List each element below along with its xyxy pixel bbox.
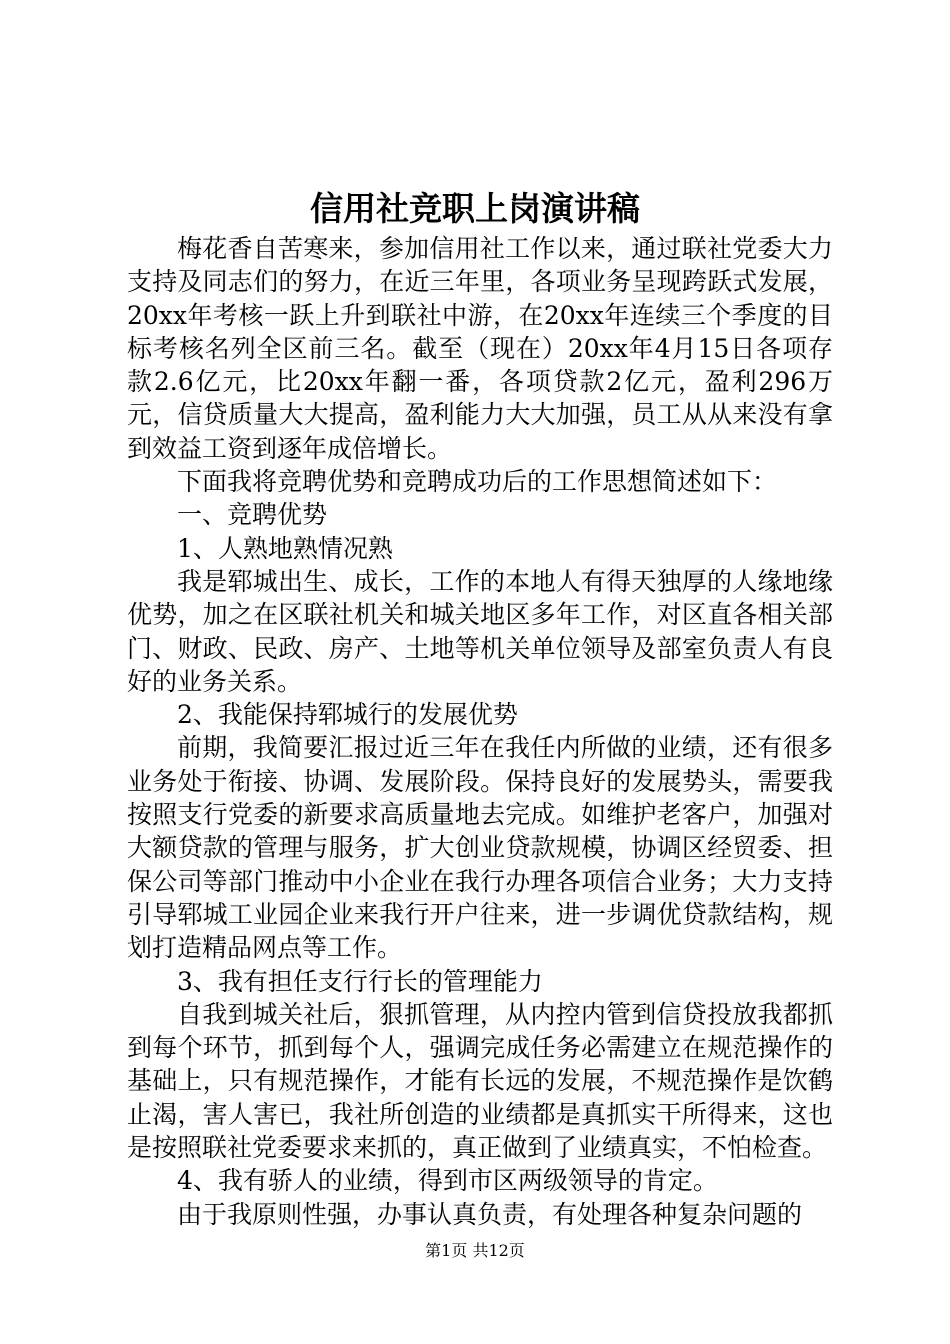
paragraph: 前期，我简要汇报过近三年在我任内所做的业绩，还有很多业务处于衔接、协调、发展阶段。保持良好的发展势头，需要我按照支行党委的新要求高质量地去完成。如维护老客户，加强对大额贷款的管理与服务，扩大创业贷款规模，协调区经贸委、担保公司等部门推动中小企业在我行办理各项信合业务；大力支持引导郓城工业园企业来我行开户往来，进一步调优贷款结构，规划打造精品网点等工作。 <box>127 733 833 963</box>
subsection-heading: 2、我能保持郓城行的发展优势 <box>177 700 518 730</box>
paragraph: 我是郓城出生、成长，工作的本地人有得天独厚的人缘地缘优势，加之在区联社机关和城关地区多年工作，对区直各相关部门、财政、民政、房产、土地等机关单位领导及部室负责人有良好的业务关系。 <box>127 566 833 696</box>
paragraph: 自我到城关社后，狠抓管理，从内控内管到信贷投放我都抓到每个环节，抓到每个人，强调完成任务必需建立在规范操作的基础上，只有规范操作，才能有长远的发展，不规范操作是饮鹤止渴，害人害已，我社所创造的业绩都是真抓实干所得来，这也是按照联社党委要求来抓的，真正做到了业绩真实，不怕检查。 <box>127 999 833 1163</box>
subsection-heading: 1、人熟地熟情况熟 <box>177 533 393 563</box>
document-body <box>127 232 833 1231</box>
paragraph: 下面我将竞聘优势和竞聘成功后的工作思想简述如下： <box>177 467 778 497</box>
section-heading: 一、竞聘优势 <box>177 500 328 530</box>
subsection-heading: 3、我有担任支行行长的管理能力 <box>177 966 543 996</box>
paragraph: 由于我原则性强，办事认真负责，有处理各种复杂问题的 <box>177 1199 803 1229</box>
paragraph: 梅花香自苦寒来，参加信用社工作以来，通过联社党委大力支持及同志们的努力，在近三年里，各项业务呈现跨跃式发展，20xx年考核一跃上升到联社中游，在20xx年连续三个季度的目标考核名列全区前三名。截至（现在）20xx年4月15日各项存款2.6亿元，比20xx年翻一番，各项贷款2亿元，盈利296万元，信贷质量大大提高，盈利能力大大加强，员工从从来没有拿到效益工资到逐年成倍增长。 <box>127 234 833 463</box>
page-footer: 第1页 共12页 <box>425 1241 525 1260</box>
page-title: 信用社竞职上岗演讲稿 <box>310 189 640 228</box>
subsection-heading: 4、我有骄人的业绩，得到市区两级领导的肯定。 <box>177 1166 718 1196</box>
